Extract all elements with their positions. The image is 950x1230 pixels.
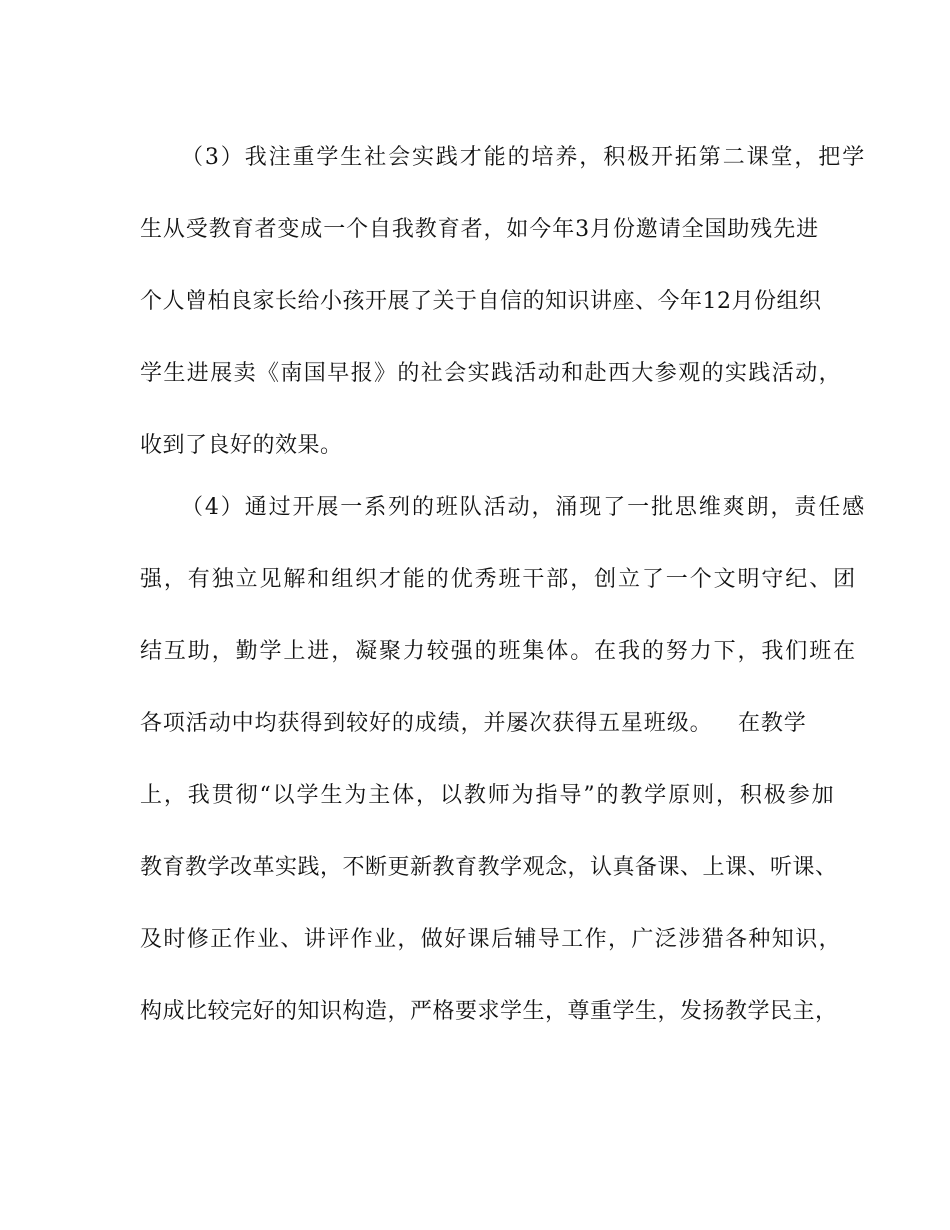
text-line-10 xyxy=(0,776,950,816)
text-content: 结互助，勤学上进，凝聚力较强的班集体。在我的努力下，我们班在 xyxy=(140,639,858,664)
text-content: 强，有独立见解和组织才能的优秀班干部，创立了一个文明守纪、团 xyxy=(140,567,858,592)
text-line-2 xyxy=(0,210,950,250)
text-content: 生从受教育者变成一个自我教育者，如今年3月份邀请全国助残先进 xyxy=(140,217,819,242)
text-content: 收到了良好的效果。 xyxy=(140,433,343,458)
text-line-12 xyxy=(0,920,950,960)
text-content: 各项活动中均获得到较好的成绩，并屡次获得五星班级。 xyxy=(140,711,713,736)
text-content: 上，我贯彻“以学生为主体，以教师为指导”的教学原则，积极参加 xyxy=(140,783,836,808)
text-content: 在教学 xyxy=(738,711,807,736)
text-line-7 xyxy=(0,560,950,600)
text-content: 个人曾柏良家长给小孩开展了关于自信的知识讲座、今年12月份组织 xyxy=(140,289,822,314)
paragraph-4-start: （4）通过开展一系列的班队活动，涌现了一批思维爽朗，责任感 xyxy=(181,495,867,520)
text-line-9 xyxy=(0,704,950,744)
text-line-5 xyxy=(0,426,950,466)
text-content: 构成比较完好的知识构造，严格要求学生，尊重学生，发扬教学民主， xyxy=(140,999,838,1024)
text-content: 及时修正作业、讲评作业，做好课后辅导工作，广泛涉猎各种知识， xyxy=(140,927,843,952)
text-content: 学生进展卖《南国早报》的社会实践活动和赴西大参观的实践活动， xyxy=(140,361,843,386)
paragraph-3-start: （3）我注重学生社会实践才能的培养，积极开拓第二课堂，把学 xyxy=(181,145,867,170)
text-line-8 xyxy=(0,632,950,672)
text-line-6 xyxy=(0,488,950,528)
text-line-1 xyxy=(0,138,950,178)
text-line-11 xyxy=(0,848,950,888)
text-content: 教育教学改革实践，不断更新教育教学观念，认真备课、上课、听课、 xyxy=(140,855,838,880)
text-line-4 xyxy=(0,354,950,394)
text-line-13 xyxy=(0,992,950,1032)
text-line-3 xyxy=(0,282,950,322)
